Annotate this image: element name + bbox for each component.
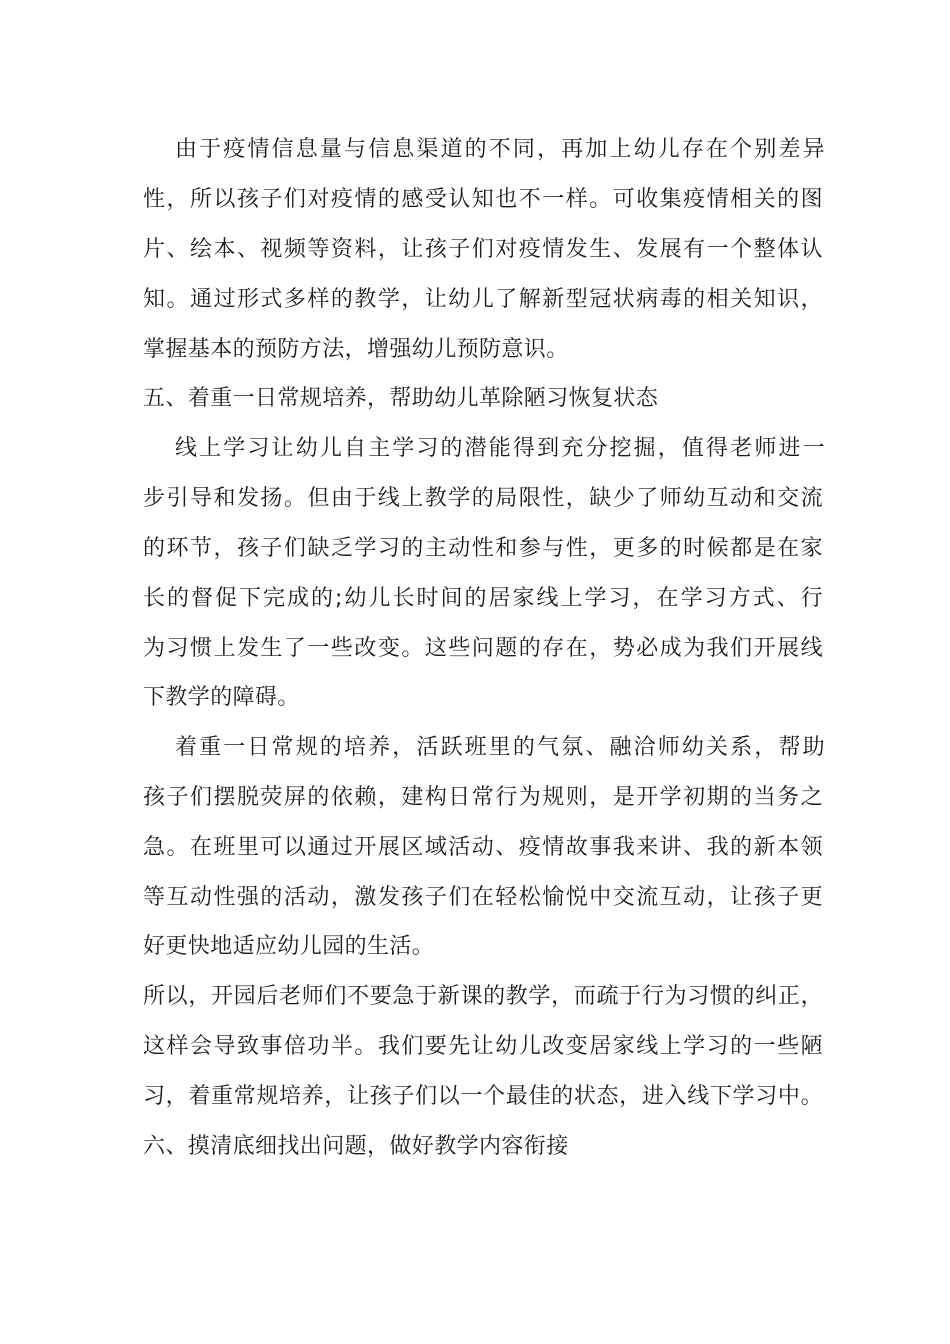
paragraph-line: 知。通过形式多样的教学，让幼儿了解新型冠状病毒的相关知识， [143, 287, 823, 312]
paragraph-line: 急。在班里可以通过开展区域活动、疫情故事我来讲、我的新本领 [143, 835, 823, 860]
paragraph-line: 孩子们摆脱荧屏的依赖，建构日常行为规则，是开学初期的当务之 [143, 785, 823, 810]
paragraph-line: 由于疫情信息量与信息渠道的不同，再加上幼儿存在个别差异 [175, 137, 825, 162]
paragraph-line: 掌握基本的预防方法，增强幼儿预防意识。 [143, 337, 569, 362]
paragraph-line: 着重一日常规的培养，活跃班里的气氛、融洽师幼关系，帮助 [175, 735, 825, 760]
paragraph-line: 片、绘本、视频等资料，让孩子们对疫情发生、发展有一个整体认 [143, 237, 823, 262]
paragraph-line: 等互动性强的活动，激发孩子们在轻松愉悦中交流互动，让孩子更 [143, 885, 823, 910]
paragraph-line: 性，所以孩子们对疫情的感受认知也不一样。可收集疫情相关的图 [143, 187, 823, 212]
paragraph-line: 好更快地适应幼儿园的生活。 [143, 934, 435, 959]
paragraph-line: 习，着重常规培养，让孩子们以一个最佳的状态，进入线下学习中。 [143, 1084, 823, 1109]
paragraph-line: 长的督促下完成的;幼儿长时间的居家线上学习，在学习方式、行 [143, 586, 823, 611]
paragraph-line: 下教学的障碍。 [143, 685, 300, 710]
paragraph-line: 线上学习让幼儿自主学习的潜能得到充分挖掘，值得老师进一 [175, 436, 825, 461]
paragraph-line: 所以，开园后老师们不要急于新课的教学，而疏于行为习惯的纠正， [143, 984, 823, 1009]
paragraph-line: 为习惯上发生了一些改变。这些问题的存在，势必成为我们开展线 [143, 636, 823, 661]
paragraph-line: 的环节，孩子们缺乏学习的主动性和参与性，更多的时候都是在家 [143, 536, 823, 561]
paragraph-line: 这样会导致事倍功半。我们要先让幼儿改变居家线上学习的一些陋 [143, 1034, 823, 1059]
section-heading: 六、摸清底细找出问题，做好教学内容衔接 [143, 1134, 569, 1159]
paragraph-line: 步引导和发扬。但由于线上教学的局限性，缺少了师幼互动和交流 [143, 486, 823, 511]
section-heading: 五、着重一日常规培养，帮助幼儿革除陋习恢复状态 [143, 386, 659, 411]
